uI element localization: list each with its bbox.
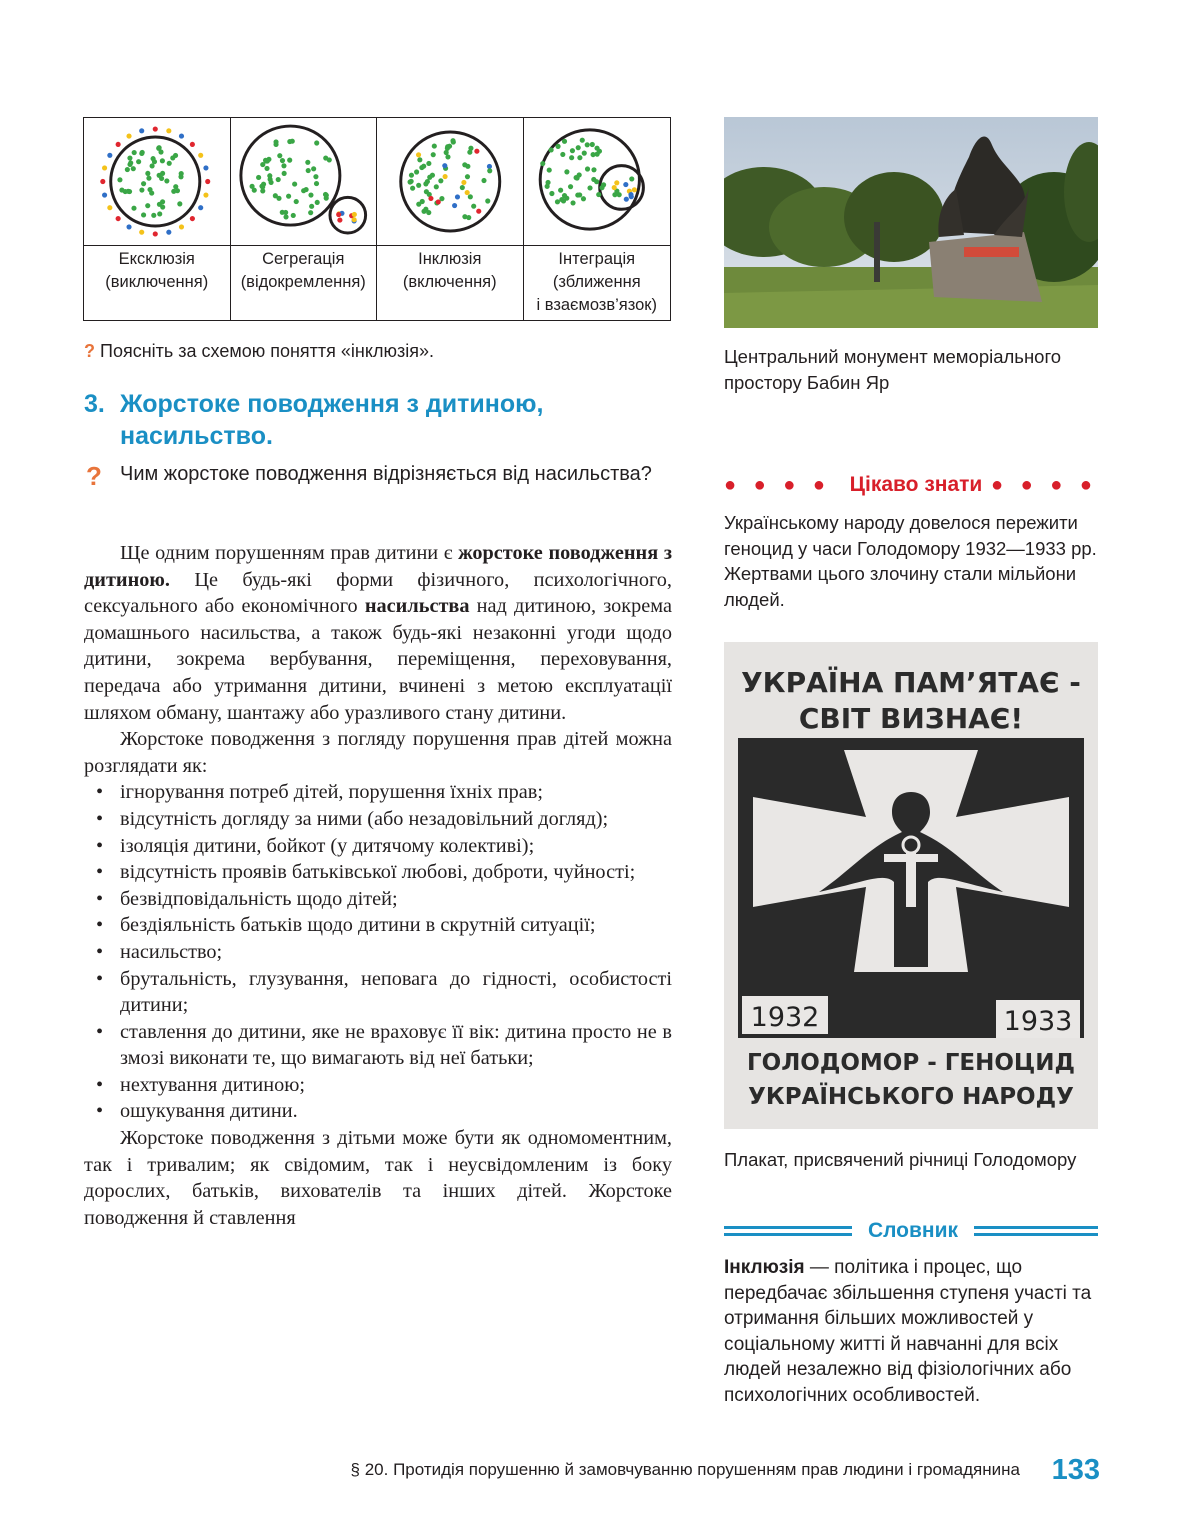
diagram-dot [131,166,136,171]
diagram-dot [107,153,112,158]
decor-dots-left: ● ● ● ● [724,474,831,496]
diagram-dot [577,155,582,160]
glossary-term: Інклюзія [724,1257,805,1278]
paragraph-definition [84,540,672,726]
diagram-dot [623,197,628,202]
diagram-dot [171,189,176,194]
diagram-dot [157,211,162,216]
diagram-dot [141,181,146,186]
inclusion-svg [377,118,523,245]
diagram-dot [205,179,210,184]
diagram-dot [267,177,272,182]
diagram-dot [203,192,208,197]
text-run: Це будь-які форми фізичного, психологічного, сексуального або економічного [84,568,672,618]
diagram-dot [132,150,137,155]
diagram-dot [198,205,203,210]
diagram-dot [416,183,421,188]
list-item: • нехтування дитиною; [84,1072,672,1099]
section-title-line: насильство. [120,422,273,450]
main-text [84,540,672,1231]
diagram-dot [587,185,592,190]
paragraph-conclusion: Жорстоке поводження з дітьми може бути як одномоментним, так і тривалим; як свідомим, так і неусвідомленим із боку дорослих, батьків, вихователів та інших дітей. Жорстоке поводження й ставлення [84,1127,672,1229]
poster-line-1: УКРАЇНА ПАМ’ЯТАЄ - [741,666,1081,699]
section-heading [84,388,684,450]
poster-line-2: СВІТ ВИЗНАЄ! [798,702,1024,735]
diagram-dot [314,140,319,145]
diagram-dot [313,174,318,179]
question-diagram [84,341,434,362]
glossary-definition: — політика і процес, що передбачає збільшення ступеня участі та отримання більших можливостей у соціальному житті й навчанні для всіх людей незалежно від фізіологічних або психологічних особливостей. [724,1257,1092,1406]
diagram-dot [419,165,424,170]
diagram-dot [264,166,269,171]
question-icon: ? [86,461,102,491]
caption-line: (включення) [402,273,497,291]
diagram-dot [611,185,616,190]
diagram-dot [423,181,428,186]
diagram-dot [305,160,310,165]
segregation-svg [231,118,377,245]
list-item: • насильство; [84,939,672,966]
diagram-dot [131,206,136,211]
list-item: • брутальність, глузування, неповага до гідності, особистості дитини; [84,966,672,1019]
caption-line: Сегрегація [262,250,345,268]
diagram-dot [442,163,447,168]
diagram-dot [421,209,426,214]
question-text: Поясніть за схемою поняття «інклюзія». [100,341,434,361]
caption-integration [524,246,671,320]
diagram-dot [549,191,554,196]
diagram-dot [567,184,572,189]
babyn-yar-photo [724,117,1098,328]
list-item: • ошукування дитини. [84,1098,672,1125]
diagram-dot [151,213,156,218]
diagram-dot [146,176,151,181]
diagram-dot [548,147,553,152]
diagram-dot [139,151,144,156]
diagram-dot [573,175,578,180]
poster-illustration [724,642,1098,1129]
diagram-dot [157,202,162,207]
diagram-dot [249,184,254,189]
diagram-dot [471,204,476,209]
term-bold: жорстоке поводження з дитиною. [84,542,673,591]
diagram-dot [128,160,133,165]
diagram-dot [417,157,422,162]
diagram-dot [308,192,313,197]
diagram-dot [287,139,292,144]
diagram-dot [409,173,414,178]
inclusion-diagram [83,117,671,321]
diagram-dot [136,159,141,164]
diagram-dot [123,189,128,194]
diagram-dot [487,168,492,173]
diagram-dot [147,187,152,192]
caption-line: (виключення) [105,273,209,291]
diagram-dot [558,188,563,193]
diagram-dot [629,176,634,181]
diagram-dot [428,196,433,201]
caption-line: (відокремлення) [240,273,366,291]
diagram-dot [277,153,282,158]
diagram-dot [177,201,182,206]
poster-line-4: УКРАЇНСЬКОГО НАРОДУ [748,1084,1074,1110]
caption-line: і взаємозв’язок) [536,296,658,314]
diagram-dot [203,165,208,170]
diagram-dot [560,152,565,157]
divider [974,1233,1098,1236]
diagram-dot [554,199,559,204]
did-you-know-text: Українському народу довелося пережити геноцид у часи Голодомору 1932—1933 рр. Жертвами цього злочину стали мільйони людей. [724,512,1097,610]
diagram-dot [564,169,569,174]
diagram-dot [283,210,288,215]
glossary-entry [724,1255,1098,1408]
diagram-dot [468,194,473,199]
diagram-dot [594,179,599,184]
diagram-dot [159,176,164,181]
integration-figure [524,118,671,246]
caption-line: Ексклюзія [118,250,195,268]
text-run: над дитиною, зокрема домашнього насильства, а також будь-які незаконні угоди щодо дитини, зокрема вербування, переміщення, переховування, передача або утримання дитини, вчинені з метою експлуатації шляхом обману, шантажу або уразливого стану дитини. [84,595,672,724]
diagram-dot [424,189,429,194]
diagram-dot [445,146,450,151]
diagram-dot [287,158,292,163]
inclusion-dots [407,138,492,220]
diagram-dot [569,155,574,160]
diagram-dot [443,174,448,179]
diagram-dot [157,145,162,150]
diagram-dot [198,153,203,158]
paragraph-intro-list: Жорстоке поводження з погляду порушення прав дітей можна розглядати як: [84,728,672,777]
diagram-dot [416,152,421,157]
diagram-dot [179,224,184,229]
caption-line: (зближення [552,273,641,291]
diagram-dot [314,200,319,205]
diagram-dot [476,209,481,214]
diagram-dot [614,180,619,185]
holodomor-poster [724,642,1098,1129]
divider [974,1226,1098,1229]
diagram-dot [559,197,564,202]
diagram-dot [308,210,313,215]
diagram-dot [126,224,131,229]
diagram-dot [305,168,310,173]
diagram-dot [164,178,169,183]
diagram-dot [434,184,439,189]
diagram-dot [281,163,286,168]
diagram-dot [281,171,286,176]
section-title-line: Жорстоке поводження з дитиною, [120,390,544,418]
diagram-dot [455,194,460,199]
diagram-dot [616,192,621,197]
diagram-dot [351,212,356,217]
glossary-title: Словник [867,1219,959,1242]
diagram-dot [262,158,267,163]
diagram-dot [575,145,580,150]
diagram-dot [474,149,479,154]
diagram-dot [596,192,601,197]
section-title [120,388,680,452]
diagram-dot [286,194,291,199]
diagram-dot [125,167,130,172]
diagram-dot [309,204,314,209]
diagram-dot [410,186,415,191]
diagram-dot [420,199,425,204]
diagram-dot [190,216,195,221]
diagram-dot [102,192,107,197]
diagram-dot [462,162,467,167]
diagram-dot [283,214,288,219]
diagram-dot [107,205,112,210]
diagram-dot [631,187,636,192]
diagram-dot [580,196,585,201]
caption-exclusion [84,246,231,320]
list-item: • ігнорування потреб дітей, порушення їхніх прав; [84,779,672,806]
diagram-dot [584,142,589,147]
section-reference: § 20. Протидія порушенню й замовчуванню порушенням прав людини і громадянина [350,1460,1020,1479]
diagram-dot [561,139,566,144]
caption-segregation [231,246,378,320]
diagram-dot [150,163,155,168]
diagram-dot [102,165,107,170]
text-run: Ще одним порушенням прав дитини є [120,542,459,564]
diagram-dot [100,179,105,184]
diagram-dot [460,185,465,190]
diagram-dot [351,217,356,222]
diagram-dot [166,230,171,235]
diagram-dot [462,214,467,219]
diagram-dot [589,142,594,147]
caption-line: Інклюзія [418,250,482,268]
diagram-dot [584,166,589,171]
exclusion-dots [100,126,210,236]
divider [724,1226,852,1229]
diagram-dot [431,152,436,157]
diagram-dot [166,128,171,133]
diagram-dot [569,148,574,153]
diagram-dot [139,128,144,133]
diagram-dot [170,155,175,160]
question-icon: ? [84,341,95,361]
diagram-dot [465,190,470,195]
diagram-dot [575,193,580,198]
diagram-dot [432,143,437,148]
diagram-dot [485,198,490,203]
diagram-dot [623,182,628,187]
diagram-dot [628,192,633,197]
diagram-dot [481,178,486,183]
diagram-dot [438,178,443,183]
diagram-dot [256,175,261,180]
exclusion-svg [84,118,230,245]
diagram-dot [555,144,560,149]
list-item: • відсутність догляду за ними (або незадовільний догляд); [84,806,672,833]
diagram-dot [546,168,551,173]
poster-year-left: 1932 [750,1002,820,1033]
diagram-dot [292,182,297,187]
page-footer [280,1454,1100,1489]
list-item: • ставлення до дитини, яке не враховує її вік: дитина просто не в змозі виконати те, що вимагають від неї батьки; [84,1019,672,1072]
diagram-dot [126,133,131,138]
monument-illustration [724,117,1098,328]
diagram-dot [178,174,183,179]
diagram-dot [141,212,146,217]
section-number: 3. [84,390,105,418]
diagram-dot [591,167,596,172]
did-you-know-header [724,472,1098,502]
diagram-dot [273,139,278,144]
diagram-dot [311,166,316,171]
diagram-dot [468,146,473,151]
diagram-dot [160,158,165,163]
question-text: Чим жорстоке поводження відрізняється від насильства? [120,463,652,485]
caption-line: Інтеграція [558,250,636,268]
diagram-dot [439,196,444,201]
term-bold: насильства [364,595,470,618]
diagram-dot [465,174,470,179]
diagram-dot [276,196,281,201]
poster-caption: Плакат, присвячений річниці Голодомору [724,1149,1077,1170]
diagram-dot [540,161,545,166]
diagram-dot [293,199,298,204]
list-item: • відсутність проявів батьківської любові, доброти, чуйності; [84,859,672,886]
diagram-dot [323,196,328,201]
diagram-dot [116,142,121,147]
diagram-dot [275,177,280,182]
list-item: • бездіяльність батьків щодо дитини в скрутній ситуації; [84,912,672,939]
diagram-dot [116,216,121,221]
diagram-dot [596,149,601,154]
diagram-dot [127,155,132,160]
poster-line-3: ГОЛОДОМОР - ГЕНОЦИД [747,1050,1075,1076]
glossary-header [724,1219,1098,1247]
diagram-dot [190,142,195,147]
diagram-dot [260,182,265,187]
list-item: • безвідповідальність щодо дітей; [84,886,672,913]
diagram-dot [336,212,341,217]
bullet-list [84,779,672,1125]
page-number: 133 [1051,1454,1100,1486]
diagram-dot [153,126,158,131]
divider [724,1233,852,1236]
diagram-dot [590,152,595,157]
photo-caption: Центральний монумент меморіального простору Бабин Яр [724,346,1062,393]
diagram-dot [570,200,575,205]
diagram-dot [117,177,122,182]
diagram-dot [579,138,584,143]
diagram-dot [409,179,414,184]
integration-svg [524,118,671,245]
diagram-dot [414,169,419,174]
diagram-dot [313,181,318,186]
diagram-dot [139,230,144,235]
list-item: • ізоляція дитини, бойкот (у дитячому колективі); [84,833,672,860]
inclusion-figure [377,118,524,246]
diagram-dot [544,184,549,189]
diagram-dot [337,218,342,223]
diagram-dot [160,171,165,176]
diagram-dot [145,203,150,208]
decor-dots-right: ● ● ● ● [991,474,1098,496]
segregation-figure [231,118,378,246]
caption-inclusion [377,246,524,320]
diagram-dot [581,151,586,156]
diagram-dot [153,231,158,236]
diagram-dot [452,203,457,208]
integration-dots [540,138,637,206]
diagram-dot [179,133,184,138]
diagram-dot [145,171,150,176]
diagram-dot [430,173,435,178]
diagram-dot [167,161,172,166]
diagram-dot [323,155,328,160]
diagram-dot [601,182,606,187]
diagram-dot [290,213,295,218]
diagram-dot [139,187,144,192]
diagram-dot [279,158,284,163]
diagram-dot [301,188,306,193]
diagram-dot [450,138,455,143]
did-you-know-title: Цікаво знати [849,473,983,496]
diagram-dot [426,161,431,166]
diagram-dot [461,180,466,185]
exclusion-figure [84,118,231,246]
poster-year-right: 1933 [1003,1006,1073,1037]
diagram-dot [445,154,450,159]
